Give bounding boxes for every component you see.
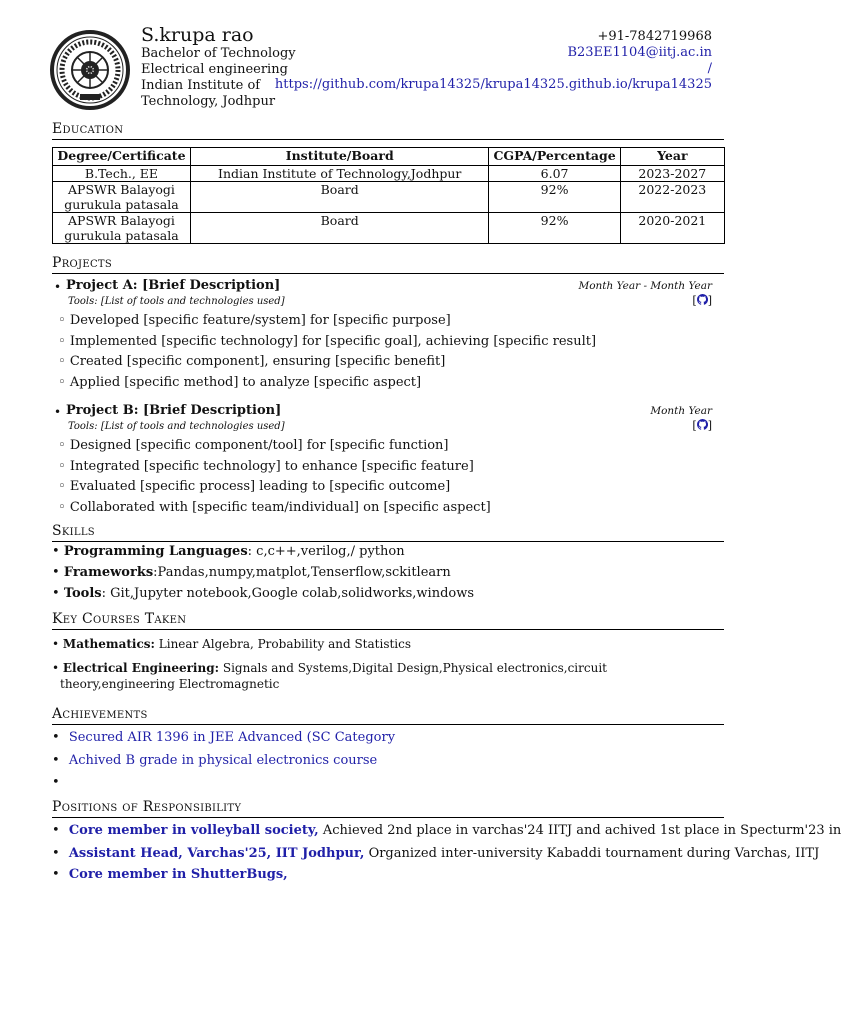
list-item: ◦ Designed [specific component/tool] for [specific function] [58, 438, 449, 453]
cell-institute: Indian Institute of Technology,Jodhpur [190, 166, 489, 182]
table-header-row [53, 148, 725, 166]
position-role: Assistant Head, Varchas'25, IIT Jodhpur, [68, 846, 365, 861]
institute-line-2: Technology, Jodhpur [141, 94, 276, 109]
sub-bullet-icon: ◦ [58, 479, 66, 494]
position-role: Core member in ShutterBugs, [68, 867, 288, 882]
sub-bullet-icon: ◦ [58, 500, 66, 515]
achievement-text: Secured AIR 1396 in JEE Advanced (SC Category [68, 730, 396, 745]
col-header-degree: Degree/Certificate [53, 148, 191, 166]
list-item: ◦ Developed [specific feature/system] for [specific purpose] [58, 313, 451, 328]
bullet-icon: • [54, 405, 62, 419]
table-row [53, 182, 725, 213]
project-a-title: Project A: [Brief Description] [66, 278, 281, 293]
positions-heading: Positions of Responsibility [52, 799, 724, 818]
course-value: Signals and Systems,Digital Design,Physical electronics,circuit theory,engineering Electromagnetic [60, 661, 607, 691]
bullet-icon: • [52, 823, 60, 838]
bullet-icon: • [52, 753, 60, 768]
sub-bullet-icon: ◦ [58, 354, 66, 369]
cell-year: 2022-2023 [620, 182, 724, 213]
skill-label: Frameworks [63, 565, 154, 580]
project-a-tools: Tools: [List of tools and technologies used] [68, 296, 285, 307]
sub-bullet-icon: ◦ [58, 375, 66, 390]
achievements-heading: Achievements [52, 706, 724, 725]
skill-value: Git,Jupyter notebook,Google colab,solidworks,windows [110, 586, 475, 601]
degree-line: Bachelor of Technology [141, 46, 296, 61]
col-header-cgpa: CGPA/Percentage [489, 148, 620, 166]
achievement-text: Achived B grade in physical electronics course [68, 753, 378, 768]
candidate-name: S.krupa rao [141, 24, 254, 46]
institute-logo [50, 30, 130, 110]
cell-degree: APSWR Balayogi gurukula patasala [53, 213, 191, 244]
list-item: ◦ Created [specific component], ensuring [specific benefit] [58, 354, 446, 369]
education-table [52, 147, 725, 244]
branch-line: Electrical engineering [141, 62, 288, 77]
list-item: • Frameworks:Pandas,numpy,matplot,Tenserflow,sckitlearn [52, 565, 451, 580]
list-item: ◦ Implemented [specific technology] for [specific goal], achieving [specific result] [58, 334, 597, 349]
cell-institute: Board [190, 182, 489, 213]
github-icon[interactable]: [ ] [692, 294, 712, 307]
header-details [141, 46, 296, 110]
phone-number: +91-7842719968 [597, 29, 712, 44]
table-row [53, 166, 725, 182]
cell-year: 2020-2021 [620, 213, 724, 244]
link-separator: / [707, 61, 712, 76]
col-header-institute: Institute/Board [190, 148, 489, 166]
sub-bullet-icon: ◦ [58, 438, 66, 453]
position-desc: Achieved 2nd place in varchas'24 IITJ and achived 1st place in Specturm'23 in [322, 823, 841, 838]
cell-year: 2023-2027 [620, 166, 724, 182]
bullet-icon: • [54, 280, 62, 294]
sub-bullet-icon: ◦ [58, 313, 66, 328]
cell-degree: B.Tech., EE [53, 166, 191, 182]
course-value: Linear Algebra, Probability and Statistics [158, 637, 412, 651]
bullet-icon: • [52, 775, 60, 790]
skills-heading: Skills [52, 523, 724, 542]
cell-institute: Board [190, 213, 489, 244]
position-role: Core member in volleyball society, [68, 823, 319, 838]
email-link[interactable]: B23EE1104@iitj.ac.in [567, 45, 712, 60]
list-item: ◦ Collaborated with [specific team/individual] on [specific aspect] [58, 500, 491, 515]
list-item [52, 660, 700, 692]
cell-degree: APSWR Balayogi gurukula patasala [53, 182, 191, 213]
skill-value: Pandas,numpy,matplot,Tenserflow,sckitlearn [157, 565, 451, 580]
bullet-icon: • [52, 544, 60, 559]
list-item [52, 636, 692, 652]
list-item [52, 730, 395, 745]
list-item [52, 823, 841, 838]
position-desc: Organized inter-university Kabaddi tournament during Varchas, IITJ [368, 846, 820, 861]
bullet-icon: • [52, 586, 60, 601]
list-item: ◦ Evaluated [specific process] leading to [specific outcome] [58, 479, 451, 494]
list-item [52, 846, 819, 861]
github-icon[interactable]: [ ] [692, 419, 712, 432]
bullet-icon: • [52, 661, 60, 675]
sub-bullet-icon: ◦ [58, 334, 66, 349]
list-item: ◦ Applied [specific method] to analyze [specific aspect] [58, 375, 422, 390]
list-item [52, 753, 377, 768]
bullet-icon: • [52, 730, 60, 745]
cell-cgpa: 6.07 [489, 166, 620, 182]
project-b-title: Project B: [Brief Description] [66, 403, 282, 418]
project-a-date: Month Year - Month Year [578, 280, 712, 292]
table-row [53, 213, 725, 244]
list-item [52, 775, 60, 790]
project-b-tools: Tools: [List of tools and technologies used] [68, 421, 285, 432]
bullet-icon: • [52, 846, 60, 861]
list-item [52, 867, 288, 882]
bullet-icon: • [52, 867, 60, 882]
sub-bullet-icon: ◦ [58, 459, 66, 474]
github-link[interactable]: https://github.com/krupa14325/krupa14325.github.io/krupa14325 [274, 77, 712, 92]
institute-line-1: Indian Institute of [141, 78, 261, 93]
projects-heading: Projects [52, 255, 724, 274]
skill-label: Programming Languages [63, 544, 248, 559]
list-item: • Tools: Git,Jupyter notebook,Google colab,solidworks,windows [52, 586, 475, 601]
course-label: Mathematics: [62, 637, 155, 651]
skill-value: c,c++,verilog,/ python [256, 544, 405, 559]
project-b-date: Month Year [650, 405, 712, 417]
list-item: • Programming Languages: c,c++,verilog,/ python [52, 544, 405, 559]
skill-label: Tools [63, 586, 102, 601]
bullet-icon: • [52, 637, 60, 651]
courses-heading: Key Courses Taken [52, 611, 724, 630]
col-header-year: Year [620, 148, 724, 166]
cell-cgpa: 92% [489, 182, 620, 213]
bullet-icon: • [52, 565, 60, 580]
cell-cgpa: 92% [489, 213, 620, 244]
list-item: ◦ Integrated [specific technology] to enhance [specific feature] [58, 459, 474, 474]
course-label: Electrical Engineering: [62, 661, 220, 675]
education-heading: Education [52, 121, 724, 140]
contact-block [275, 29, 712, 93]
